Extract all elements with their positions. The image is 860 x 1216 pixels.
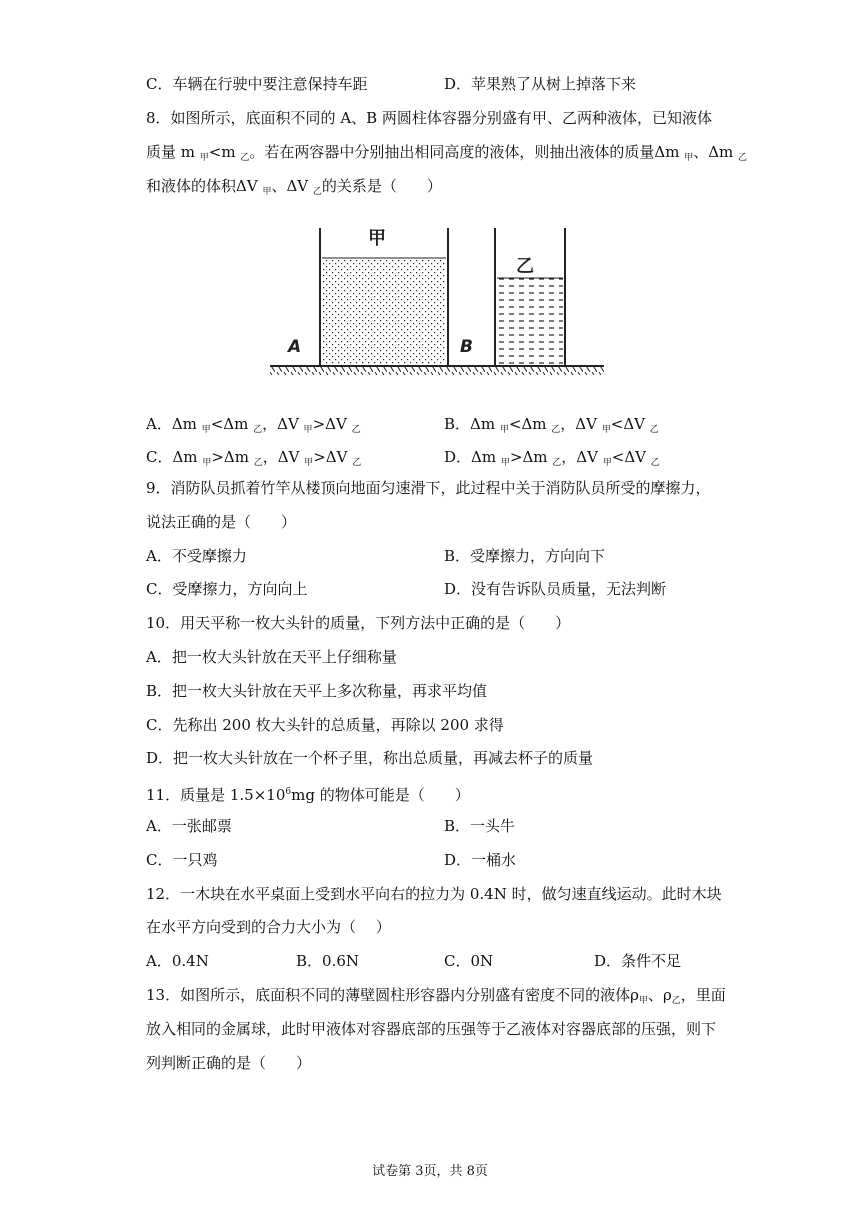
q12-stem-line2: 在水平方向受到的合力大小为（ ） xyxy=(146,918,391,936)
q11-stem: 11．质量是 $1.5\times 10^6mg$ 的物体可能是（ ） xyxy=(146,786,470,804)
q11-option-d: D．一桶水 xyxy=(444,851,517,869)
q11-option-b: B．一头牛 xyxy=(444,817,516,835)
q10-option-d: D．把一枚大头针放在一个杯子里，称出总质量，再减去杯子的质量 xyxy=(146,749,594,767)
q13-stem-line2: 放入相同的金属球，此时甲液体对容器底部的压强等于乙液体对容器底部的压强，则下 xyxy=(146,1020,717,1038)
q8-containers-figure xyxy=(268,220,608,380)
q12-option-b: B．0.6N xyxy=(296,952,360,970)
q10-option-c: C．先称出 200 枚大头针的总质量，再除以 200 求得 xyxy=(146,716,504,734)
q13-stem-line3: 列判断正确的是（ ） xyxy=(146,1054,312,1072)
q7-option-d: D．苹果熟了从树上掉落下来 xyxy=(444,75,637,93)
q9-option-d: D．没有告诉队员质量，无法判断 xyxy=(444,580,667,598)
q12-option-d: D．条件不足 xyxy=(594,952,682,970)
q10-option-a: A．把一枚大头针放在天平上仔细称量 xyxy=(146,648,397,666)
q9-option-b: B．受摩擦力，方向向下 xyxy=(444,547,606,565)
q9-option-a: A．不受摩擦力 xyxy=(146,547,247,565)
label-a: A xyxy=(288,337,302,357)
q7-option-c: C．车辆在行驶中要注意保持车距 xyxy=(146,75,368,93)
q9-stem-line1: 9．消防队员抓着竹竿从楼顶向地面匀速滑下，此过程中关于消防队员所受的摩擦力， xyxy=(146,479,711,497)
q8-option-a: A．Δm $_甲$<Δm $_乙$，ΔV $_甲$>ΔV $_乙$ xyxy=(146,415,361,435)
label-b: B xyxy=(460,337,473,357)
page-footer: 试卷第 3页，共 8页 xyxy=(372,1164,488,1179)
label-jia: 甲 xyxy=(368,228,386,249)
q9-stem-line2: 说法正确的是（ ） xyxy=(146,513,297,531)
q8-stem-line3: 和液体的体积ΔV $_甲$、ΔV $_乙$的关系是（ ） xyxy=(146,177,442,197)
q12-option-c: C．0N xyxy=(444,952,494,970)
q8-stem-line2: 质量 m $_甲$<m $_乙$。若在两容器中分别抽出相同高度的液体，则抽出液体的质量Δm $_甲$、Δm $_乙$ xyxy=(146,143,748,163)
q13-stem-line1: 13．如图所示，底面积不同的薄壁圆柱形容器内分别盛有密度不同的液体$\rho_甲$、$\rho_乙$，里面 xyxy=(146,986,726,1006)
q10-stem: 10．用天平称一枚大头针的质量，下列方法中正确的是（ ） xyxy=(146,614,571,632)
q8-stem-line1: 8．如图所示，底面积不同的 A、B 两圆柱体容器分别盛有甲、乙两种液体，已知液体 xyxy=(146,109,712,127)
q8-option-c: C．Δm $_甲$>Δm $_乙$，ΔV $_甲$>ΔV $_乙$ xyxy=(146,448,362,468)
liquid-yi xyxy=(497,278,563,365)
q8-option-b: B．Δm $_甲$<Δm $_乙$，ΔV $_甲$<ΔV $_乙$ xyxy=(444,415,659,435)
q11-option-a: A．一张邮票 xyxy=(146,817,232,835)
q8-option-d: D．Δm $_甲$>Δm $_乙$，ΔV $_甲$<ΔV $_乙$ xyxy=(444,448,660,468)
q9-option-c: C．受摩擦力，方向向上 xyxy=(146,580,308,598)
q12-option-a: A．0.4N xyxy=(146,952,209,970)
q10-option-b: B．把一枚大头针放在天平上多次称量，再求平均值 xyxy=(146,682,488,700)
q12-stem-line1: 12．一木块在水平桌面上受到水平向右的拉力为 0.4N 时，做匀速直线运动。此时木块 xyxy=(146,885,722,903)
q11-option-c: C．一只鸡 xyxy=(146,851,218,869)
label-yi: 乙 xyxy=(516,256,534,277)
liquid-jia xyxy=(322,258,446,365)
